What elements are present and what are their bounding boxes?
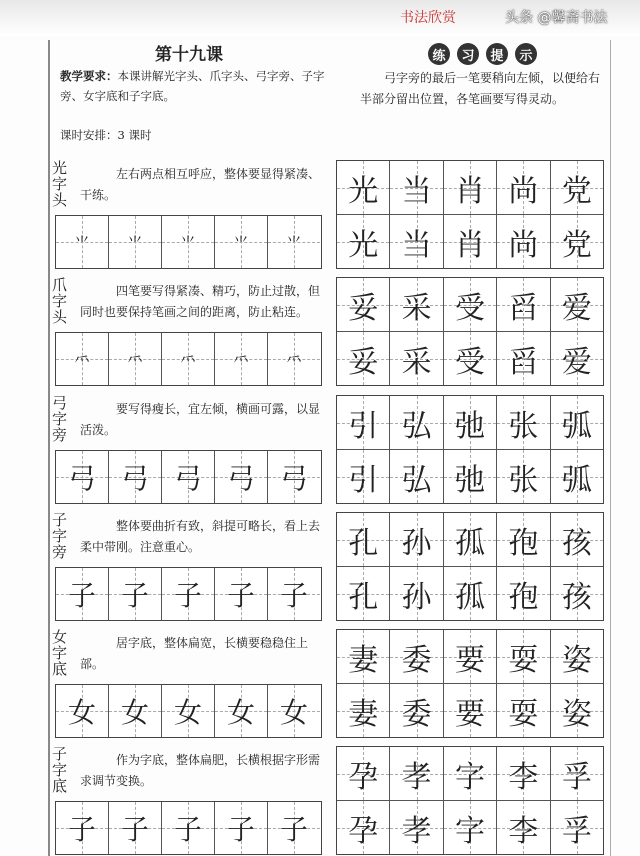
radical-glyph: 女: [279, 696, 308, 729]
grid-cell: [215, 802, 268, 854]
section-label: 爪字头: [52, 276, 68, 326]
radical-glyph: 弓: [120, 462, 149, 495]
grid-cell: [497, 215, 550, 268]
radical-grid: [55, 567, 322, 621]
radical-glyph: 子: [279, 813, 308, 846]
grid-cell: [268, 685, 320, 737]
example-char: 委: [401, 696, 432, 732]
grid-cell: [109, 685, 162, 737]
grid-cell: [337, 396, 390, 449]
section-description: 左右两点相互呼应，整体要显得紧凑、干练。: [80, 167, 321, 202]
radical-glyph: ⺤: [180, 350, 196, 369]
grid-cell: [497, 801, 550, 854]
tip-badge: 练: [428, 43, 450, 65]
grid-cell: [551, 161, 603, 214]
watermark: 头条 @馨斋书法: [505, 10, 608, 26]
radical-glyph: 子: [67, 813, 96, 846]
grid-cell: [497, 747, 550, 800]
example-row: [337, 630, 603, 684]
grid-cell: [444, 747, 497, 800]
grid-cell: [444, 450, 497, 503]
example-char: 孝: [401, 813, 432, 849]
radical-glyph: ⺌: [127, 233, 143, 252]
grid-cell: [56, 685, 109, 737]
example-row: [337, 747, 603, 801]
example-char: 党: [561, 227, 592, 263]
grid-cell: [268, 333, 320, 385]
example-char: 弘: [401, 462, 432, 498]
grid-cell: [390, 630, 443, 683]
grid-cell: [551, 630, 603, 683]
example-char: 弘: [401, 408, 432, 444]
example-char: 孔: [348, 525, 379, 561]
radical-glyph: 女: [173, 696, 202, 729]
example-char: 爱: [561, 344, 592, 380]
grid-cell: [551, 684, 603, 737]
practice-tips-badges: [428, 43, 537, 65]
grid-cell: [162, 216, 215, 268]
grid-cell: [390, 215, 443, 268]
tip-badge: 习: [457, 43, 479, 65]
grid-cell: [390, 332, 443, 385]
example-row: [337, 332, 603, 385]
grid-cell: [497, 450, 550, 503]
example-char: 孔: [348, 579, 379, 615]
radical-glyph: ⺌: [180, 233, 196, 252]
grid-cell: [444, 684, 497, 737]
grid-cell: [444, 801, 497, 854]
section-description: 要写得瘦长，宜左倾，横画可露，以显活泼。: [80, 402, 321, 437]
example-row: [337, 450, 603, 503]
grid-cell: [337, 450, 390, 503]
schedule: 课时安排：3 课时: [60, 128, 152, 142]
example-char: 引: [348, 462, 379, 498]
grid-cell: [390, 450, 443, 503]
example-char: 孩: [561, 525, 592, 561]
grid-cell: [497, 513, 550, 566]
example-row: [337, 684, 603, 737]
example-char: 妥: [348, 290, 379, 326]
example-char: 姿: [561, 642, 592, 678]
grid-cell: [56, 216, 109, 268]
practice-tip-text: 弓字旁的最后一笔要稍向左倾，以便给右半部分留出位置，各笔画要写得灵动。: [360, 71, 601, 106]
grid-cell: [337, 684, 390, 737]
example-grid: [336, 512, 604, 621]
radical-glyph: 子: [226, 813, 255, 846]
example-grid: [336, 629, 604, 738]
right-border: [610, 40, 611, 856]
example-grid: [336, 746, 604, 855]
example-char: 弧: [561, 408, 592, 444]
grid-cell: [390, 747, 443, 800]
example-char: 舀: [508, 290, 539, 326]
teaching-requirements: [60, 66, 330, 106]
grid-cell: [215, 333, 268, 385]
example-grid: [336, 277, 604, 386]
radical-glyph: 子: [173, 813, 202, 846]
grid-cell: [215, 568, 268, 620]
grid-cell: [497, 332, 550, 385]
grid-cell: [337, 513, 390, 566]
section-label: 子字底: [52, 745, 68, 795]
grid-cell: [56, 568, 109, 620]
grid-cell: [109, 451, 162, 503]
radical-glyph: ⺤: [74, 350, 90, 369]
radical-glyph: ⺤: [127, 350, 143, 369]
example-grid: [336, 160, 604, 269]
grid-cell: [444, 567, 497, 620]
example-char: 弧: [561, 462, 592, 498]
grid-cell: [337, 630, 390, 683]
radical-glyph: 子: [226, 579, 255, 612]
example-char: 委: [401, 642, 432, 678]
radical-glyph: 弓: [173, 462, 202, 495]
req-text: 本课讲解光字头、爪字头、弓字旁、子字旁、女字底和子字底。: [60, 69, 325, 103]
example-row: [337, 278, 603, 332]
grid-cell: [551, 450, 603, 503]
radical-glyph: 弓: [279, 462, 308, 495]
grid-cell: [215, 685, 268, 737]
grid-cell: [268, 568, 320, 620]
radical-grid: [55, 332, 322, 386]
radical-glyph: 弓: [67, 462, 96, 495]
example-char: 舀: [508, 344, 539, 380]
radical-glyph: ⺤: [233, 350, 249, 369]
req-label: 教学要求：: [60, 69, 118, 83]
section-description: 整体要曲折有致，斜提可略长，看上去柔中带刚。注意重心。: [80, 519, 321, 554]
grid-cell: [444, 630, 497, 683]
grid-cell: [551, 396, 603, 449]
section-label: 子字旁: [52, 511, 68, 561]
example-char: 要: [455, 642, 486, 678]
grid-cell: [390, 161, 443, 214]
example-row: [337, 396, 603, 450]
grid-cell: [390, 513, 443, 566]
left-border: [48, 40, 50, 856]
grid-cell: [390, 278, 443, 331]
radical-glyph: 子: [120, 579, 149, 612]
radical-glyph: 子: [173, 579, 202, 612]
grid-cell: [444, 513, 497, 566]
example-grid: [336, 395, 604, 504]
example-char: 字: [455, 759, 486, 795]
radical-glyph: 子: [279, 579, 308, 612]
radical-grid: [55, 450, 322, 504]
grid-cell: [56, 802, 109, 854]
grid-cell: [551, 332, 603, 385]
grid-cell: [337, 332, 390, 385]
radical-glyph: ⺌: [286, 233, 302, 252]
grid-cell: [109, 568, 162, 620]
example-char: 党: [561, 173, 592, 209]
radical-glyph: 弓: [226, 462, 255, 495]
grid-cell: [337, 215, 390, 268]
grid-cell: [56, 333, 109, 385]
radical-glyph: 女: [67, 696, 96, 729]
tip-badge: 示: [515, 43, 537, 65]
grid-cell: [444, 396, 497, 449]
grid-cell: [268, 802, 320, 854]
grid-cell: [444, 332, 497, 385]
grid-cell: [109, 802, 162, 854]
grid-cell: [215, 451, 268, 503]
section-description: 居字底，整体扁宽，长横要稳稳住上部。: [80, 636, 309, 671]
example-char: 孩: [561, 579, 592, 615]
section-label: 光字头: [52, 159, 68, 209]
example-char: 妻: [348, 642, 379, 678]
example-char: 当: [401, 227, 432, 263]
example-char: 李: [508, 759, 539, 795]
section-label: 女字底: [52, 628, 68, 678]
example-char: 妻: [348, 696, 379, 732]
example-char: 妥: [348, 344, 379, 380]
example-char: 字: [455, 813, 486, 849]
example-row: [337, 567, 603, 620]
example-char: 孙: [401, 525, 432, 561]
lesson-title: 第十九课: [155, 45, 223, 65]
grid-cell: [162, 333, 215, 385]
example-char: 光: [348, 173, 379, 209]
example-char: 耍: [508, 696, 539, 732]
radical-glyph: ⺤: [286, 350, 302, 369]
grid-cell: [551, 513, 603, 566]
grid-cell: [390, 396, 443, 449]
grid-cell: [497, 161, 550, 214]
grid-cell: [551, 567, 603, 620]
grid-cell: [551, 747, 603, 800]
grid-cell: [551, 215, 603, 268]
grid-cell: [390, 567, 443, 620]
example-row: [337, 215, 603, 268]
grid-cell: [162, 451, 215, 503]
example-char: 耍: [508, 642, 539, 678]
grid-cell: [162, 685, 215, 737]
section-description: 四笔要写得紧凑、精巧，防止过散，但同时也要保持笔画之间的距离，防止粘连。: [80, 284, 321, 319]
grid-cell: [109, 216, 162, 268]
example-char: 光: [348, 227, 379, 263]
example-char: 受: [455, 290, 486, 326]
example-char: 张: [508, 408, 539, 444]
grid-cell: [268, 451, 320, 503]
example-char: 孚: [561, 759, 592, 795]
example-char: 肖: [455, 227, 486, 263]
grid-cell: [390, 801, 443, 854]
example-char: 孢: [508, 525, 539, 561]
grid-cell: [444, 215, 497, 268]
example-char: 张: [508, 462, 539, 498]
example-char: 孕: [348, 813, 379, 849]
grid-cell: [268, 216, 320, 268]
grid-cell: [337, 801, 390, 854]
grid-cell: [56, 451, 109, 503]
grid-cell: [444, 161, 497, 214]
grid-cell: [497, 684, 550, 737]
grid-cell: [162, 568, 215, 620]
footer-text: 书法欣赏: [400, 10, 456, 26]
grid-cell: [162, 802, 215, 854]
example-char: 引: [348, 408, 379, 444]
radical-glyph: ⺌: [233, 233, 249, 252]
example-char: 要: [455, 696, 486, 732]
radical-grid: [55, 215, 322, 269]
example-char: 爱: [561, 290, 592, 326]
grid-cell: [109, 333, 162, 385]
grid-cell: [337, 747, 390, 800]
grid-cell: [551, 278, 603, 331]
example-char: 孤: [455, 579, 486, 615]
section-label: 弓字旁: [52, 394, 68, 444]
example-char: 孢: [508, 579, 539, 615]
grid-cell: [337, 161, 390, 214]
grid-cell: [551, 801, 603, 854]
radical-grid: [55, 684, 322, 738]
example-char: 李: [508, 813, 539, 849]
radical-grid: [55, 801, 322, 855]
example-char: 采: [401, 344, 432, 380]
example-char: 孤: [455, 525, 486, 561]
example-row: [337, 801, 603, 854]
example-char: 孙: [401, 579, 432, 615]
example-char: 当: [401, 173, 432, 209]
grid-cell: [444, 278, 497, 331]
example-char: 弛: [455, 408, 486, 444]
example-char: 孚: [561, 813, 592, 849]
tip-badge: 提: [486, 43, 508, 65]
grid-cell: [215, 216, 268, 268]
radical-glyph: ⺌: [74, 233, 90, 252]
example-char: 孕: [348, 759, 379, 795]
radical-glyph: 子: [120, 813, 149, 846]
example-char: 姿: [561, 696, 592, 732]
grid-cell: [390, 684, 443, 737]
example-char: 采: [401, 290, 432, 326]
example-char: 孝: [401, 759, 432, 795]
radical-glyph: 女: [226, 696, 255, 729]
example-char: 尚: [508, 173, 539, 209]
grid-cell: [497, 278, 550, 331]
example-char: 肖: [455, 173, 486, 209]
example-char: 受: [455, 344, 486, 380]
example-row: [337, 513, 603, 567]
example-char: 弛: [455, 462, 486, 498]
grid-cell: [497, 567, 550, 620]
example-char: 尚: [508, 227, 539, 263]
example-row: [337, 161, 603, 215]
radical-glyph: 子: [67, 579, 96, 612]
grid-cell: [337, 278, 390, 331]
grid-cell: [497, 396, 550, 449]
grid-cell: [337, 567, 390, 620]
grid-cell: [497, 630, 550, 683]
radical-glyph: 女: [120, 696, 149, 729]
section-description: 作为字底，整体扁肥，长横根据字形需求调节变换。: [80, 753, 321, 788]
